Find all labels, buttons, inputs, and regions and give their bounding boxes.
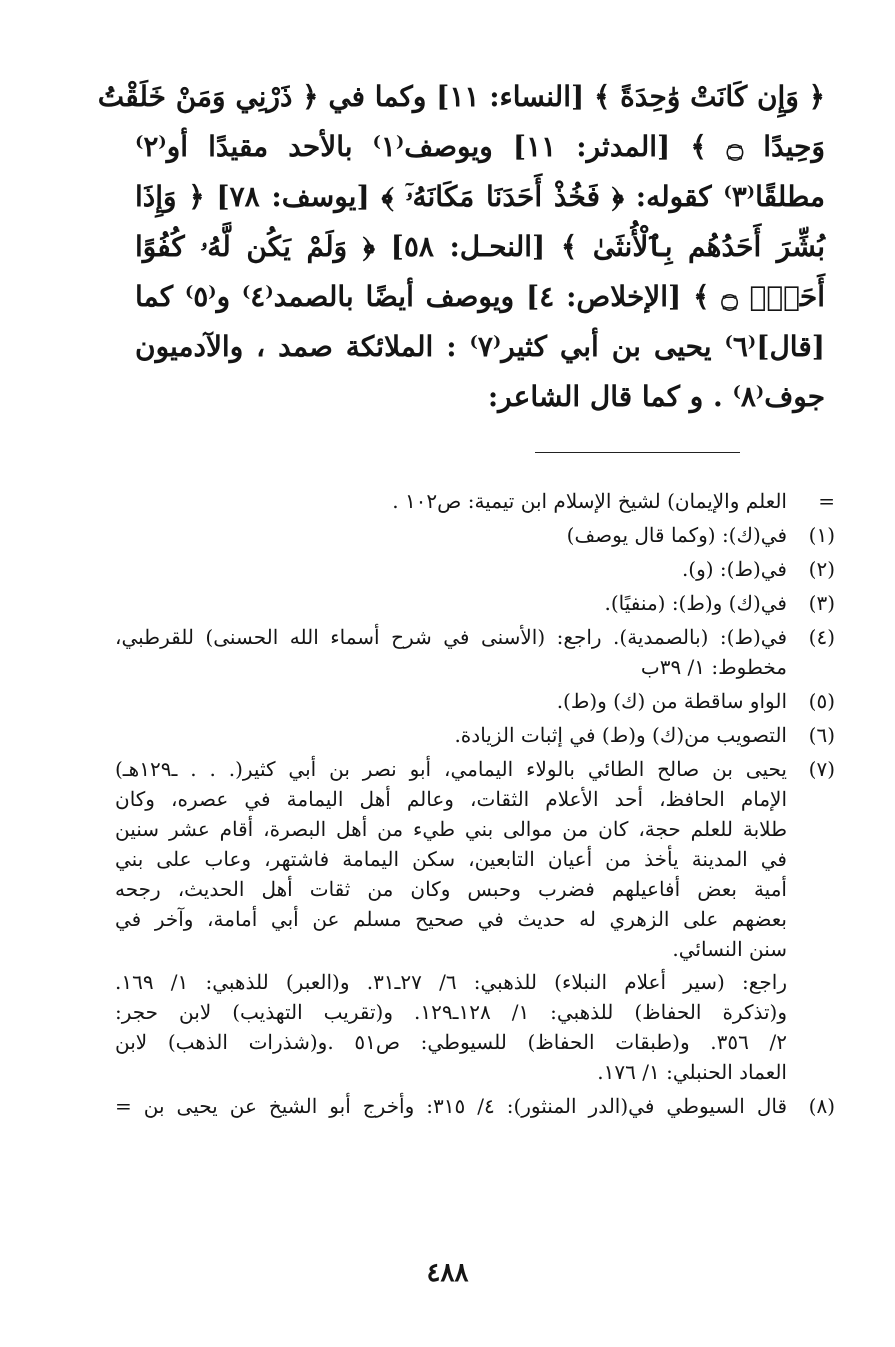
footnote-line: أمية بعض أفاعيلهم فضرب وحبس وكان من ثقات أهل الحديث، رجحه	[115, 877, 787, 901]
footnote-line: راجع: (سير أعلام النبلاء) للذهبي: ٦/ ٢٧ـ٣١. و(العبر) للذهبي: ١/ ١٦٩.	[115, 970, 787, 994]
footnote-marker: (٤)	[808, 625, 835, 649]
footnote-line: يحيى بن صالح الطائي بالولاء اليمامي، أبو نصر بن أبي كثير(. . . ـ١٢٩هـ)	[115, 757, 787, 781]
footnote-text	[115, 686, 787, 716]
footnote-line: في(ط): (و).	[681, 557, 787, 581]
footnote-continuation	[115, 486, 835, 516]
main-text-line: ﴿ وَإِن كَانَتْ وَٰحِدَةً ﴾ [النساء: ١١] وكما في ﴿ ذَرْنِي وَمَنْ خَلَقْتُ	[97, 80, 825, 113]
footnote-line: سنن النسائي.	[672, 937, 787, 961]
footnotes-section	[115, 486, 835, 1125]
footnote-4	[115, 622, 835, 682]
footnote-line: في المدينة يأخذ من أعيان التابعين، سكن اليمامة فاشتهر، وعاب على بني	[115, 847, 787, 871]
footnote-text	[115, 520, 787, 550]
footnote-line: في(ط): (بالصمدية). راجع: (الأسنى في شرح أسماء الله الحسنى) للقرطبي،	[115, 625, 787, 649]
footnote-3	[115, 588, 835, 618]
footnote-marker: (٣)	[808, 591, 835, 615]
footnote-5	[115, 686, 835, 716]
footnote-line: بعضهم على الزهري له حديث في صحيح مسلم عن أبي أمامة، وآخر في	[115, 907, 787, 931]
footnote-separator	[535, 452, 740, 453]
footnote-text	[115, 588, 787, 618]
footnote-2	[115, 554, 835, 584]
footnote-line: في(ك): (وكما قال يوصف)	[566, 523, 787, 547]
footnote-text	[115, 720, 787, 750]
footnote-8	[115, 1091, 835, 1121]
footnote-text	[115, 554, 787, 584]
footnote-line: و(تذكرة الحفاظ) للذهبي: ١/ ١٢٨ـ١٢٩. و(تقريب التهذيب) لابن حجر:	[115, 1000, 787, 1024]
footnote-marker: =	[818, 489, 835, 513]
main-text-line: أَحَدٌۢ ۝ ﴾ [الإخلاص: ٤] ويوصف أيضًا بالصمد⁽٤⁾ و⁽٥⁾ كما	[135, 280, 826, 313]
main-text-line: [قال]⁽٦⁾ يحيى بن أبي كثير⁽٧⁾ : الملائكة صمد ، والآدميون	[135, 330, 825, 363]
footnote-marker: (٨)	[808, 1094, 835, 1118]
footnote-line: مخطوط: ١/ ٣٩ب	[640, 655, 787, 679]
footnote-line: العلم والإيمان) لشيخ الإسلام ابن تيمية: ص١٠٢ .	[392, 489, 787, 513]
footnote-line: الواو ساقطة من (ك) و(ط).	[556, 689, 787, 713]
footnote-line: ٢/ ٣٥٦. و(طبقات الحفاظ) للسيوطي: ص٥١ .و(شذرات الذهب) لابن	[115, 1030, 787, 1054]
footnote-line: قال السيوطي في(الدر المنثور): ٤/ ٣١٥: وأخرج أبو الشيخ عن يحيى بن =	[115, 1094, 787, 1118]
main-text-line: وَحِيدًا ۝ ﴾ [المدثر: ١١] ويوصف⁽١⁾ بالأحد مقيدًا أو⁽٢⁾	[135, 130, 826, 163]
main-text-line: مطلقًا⁽٣⁾ كقوله: ﴿ فَخُذْ أَحَدَنَا مَكَانَهُۥٓ ﴾ [يوسف: ٧٨] ﴿ وَإِذَا	[135, 180, 826, 213]
footnote-text	[115, 1091, 787, 1121]
footnote-text	[115, 622, 787, 682]
footnote-references	[115, 967, 787, 1087]
main-text-line: بُشِّرَ أَحَدُهُم بِٱلْأُنثَىٰ ﴾ [النحـل: ٥٨] ﴿ وَلَمْ يَكُن لَّهُۥ كُفُوًا	[135, 230, 825, 263]
page-number: ٤٨٨	[426, 1258, 469, 1288]
footnote-marker: (١)	[808, 523, 835, 547]
main-text-line: جوف⁽٨⁾ . و كما قال الشاعر:	[487, 380, 825, 413]
footnote-line: الإمام الحافظ، أحد الأعلام الثقات، وعالم أهل اليمامة في عصره، وكان	[115, 787, 787, 811]
footnote-marker: (٢)	[808, 557, 835, 581]
footnote-6	[115, 720, 835, 750]
footnote-7	[115, 754, 835, 1087]
footnote-line: طلابة للعلم حجة، كان من موالى بني طيء من أهل البصرة، أقام عشر سنين	[115, 817, 787, 841]
footnote-1	[115, 520, 835, 550]
footnote-line: العماد الحنبلي: ١/ ١٧٦.	[597, 1060, 787, 1084]
footnote-line: في(ك) و(ط): (منفيًا).	[604, 591, 787, 615]
footnote-text	[115, 754, 787, 1087]
footnote-marker: (٦)	[808, 723, 835, 747]
footnote-marker: (٥)	[808, 689, 835, 713]
footnote-marker: (٧)	[808, 757, 835, 781]
main-text-block	[97, 72, 826, 422]
footnote-text	[115, 486, 787, 516]
footnote-line: التصويب من(ك) و(ط) في إثبات الزيادة.	[454, 723, 787, 747]
